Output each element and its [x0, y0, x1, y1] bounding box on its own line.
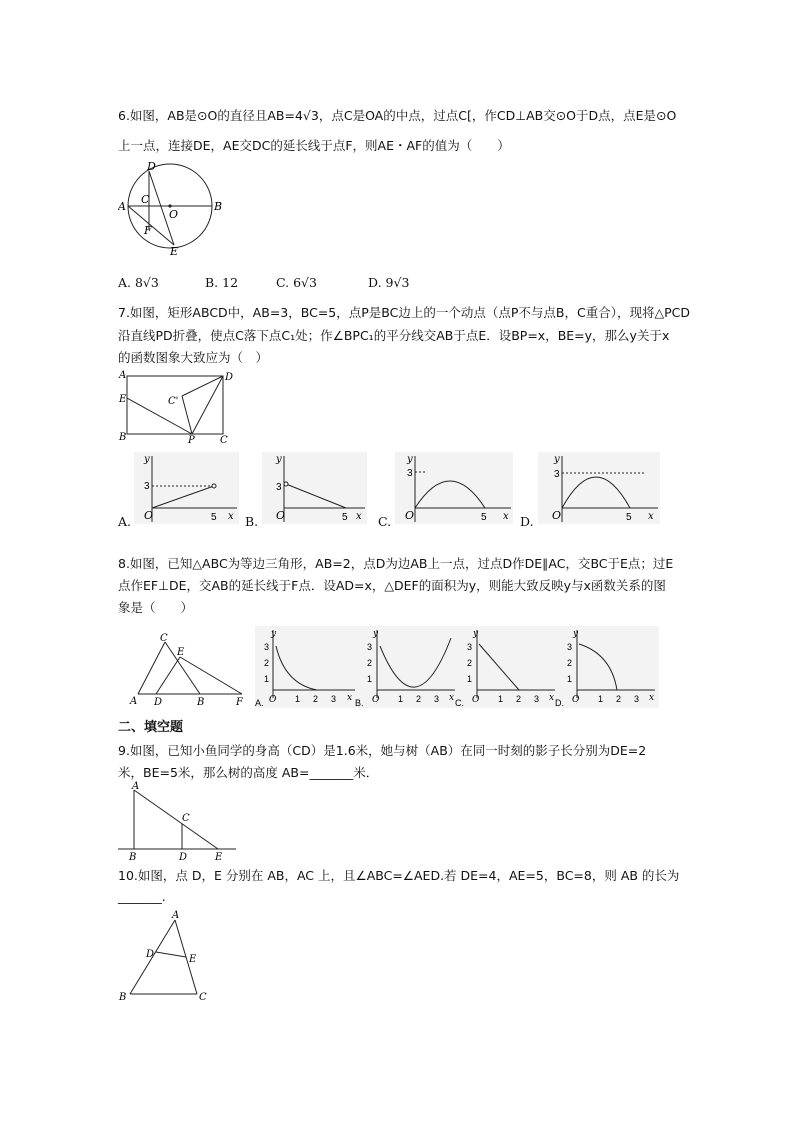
svg-text:x: x [649, 693, 655, 703]
svg-text:D: D [154, 697, 163, 708]
svg-text:C: C [141, 193, 150, 206]
svg-text:3: 3 [264, 642, 270, 652]
svg-text:E: E [215, 852, 223, 863]
q8-graph-d [555, 626, 659, 708]
q7-line-3: 的函数图象大致应为（ ） [118, 350, 269, 365]
svg-text:B.: B. [355, 698, 364, 708]
svg-text:x: x [449, 693, 455, 703]
q7-graph-a [134, 452, 239, 524]
svg-text:E: E [170, 245, 179, 258]
svg-text:2: 2 [367, 658, 373, 668]
q8-graph-b [355, 626, 459, 708]
svg-text:y: y [373, 629, 379, 639]
svg-text:O: O [372, 695, 380, 705]
svg-text:y: y [473, 629, 479, 639]
svg-text:E: E [189, 954, 197, 965]
svg-text:5: 5 [626, 512, 632, 523]
svg-text:2: 2 [567, 658, 573, 668]
svg-text:B: B [119, 992, 127, 1003]
q7-graph-c [395, 452, 513, 524]
q8-line-3: 象是（ ） [118, 600, 194, 615]
svg-text:2: 2 [416, 694, 422, 704]
svg-text:O: O [405, 509, 415, 522]
svg-text:O: O [552, 509, 562, 522]
svg-text:3: 3 [554, 469, 560, 480]
q6-option-d: D. 9√3 [368, 275, 410, 290]
svg-text:2: 2 [264, 658, 270, 668]
svg-text:x: x [648, 511, 654, 522]
q10-line-2: _______. [118, 889, 166, 904]
svg-text:C: C [220, 435, 228, 444]
q7-option-d-label: D. [520, 514, 534, 529]
svg-text:x: x [228, 511, 234, 522]
q8-line-2: 点作EF⊥DE，交AB的延长线于F点．设AD=x，△DEF的面积为y，则能大致反映y与x函数关系的图 [118, 578, 666, 593]
q9-line-1: 9.如图，已知小鱼同学的身高（CD）是1.6米，她与树（AB）在同一时刻的影子长分别为DE=2 [118, 743, 647, 758]
svg-text:C.: C. [455, 698, 464, 708]
svg-text:B: B [214, 200, 223, 213]
q7-line-1: 7.如图，矩形ABCD中，AB=3，BC=5，点P是BC边上的一个动点（点P不与点B，C重合），现将△PCD [118, 305, 690, 320]
q7-graph-d [538, 452, 660, 524]
svg-text:5: 5 [481, 512, 487, 523]
svg-text:2: 2 [516, 694, 522, 704]
svg-text:y: y [407, 454, 413, 465]
svg-text:A: A [119, 370, 127, 381]
svg-text:F: F [236, 697, 243, 708]
svg-text:D: D [146, 949, 155, 960]
q10-triangle-figure [116, 910, 216, 1006]
svg-text:A: A [130, 696, 138, 707]
q6-circle-figure [118, 158, 223, 258]
svg-text:2: 2 [467, 658, 473, 668]
q8-line-1: 8.如图，已知△ABC为等边三角形，AB=2，点D为边AB上一点，过点D作DE∥AC，交BC于E点；过E [118, 556, 674, 571]
svg-text:P: P [188, 435, 195, 444]
svg-text:1: 1 [598, 694, 604, 704]
section-heading: 二、填空题 [118, 720, 184, 735]
q8-triangle-figure [124, 630, 254, 708]
q6-line-1: 6.如图，AB是⊙O的直径且AB=4√3，点C是OA的中点，过点C[，作CD⊥AB交⊙O于D点，点E是⊙O [118, 108, 677, 123]
svg-text:1: 1 [295, 694, 301, 704]
svg-text:3: 3 [144, 481, 150, 492]
svg-text:O: O [276, 509, 286, 522]
svg-text:y: y [573, 629, 579, 639]
q7-graph-b [262, 452, 367, 524]
svg-text:1: 1 [498, 694, 504, 704]
svg-text:3: 3 [407, 468, 413, 479]
q7-option-a-label: A. [118, 514, 132, 529]
svg-text:2: 2 [313, 694, 319, 704]
svg-text:O: O [269, 695, 277, 705]
svg-text:C: C [160, 633, 168, 644]
q6-option-c: C. 6√3 [276, 275, 317, 290]
svg-text:1: 1 [467, 674, 473, 684]
svg-text:1: 1 [567, 674, 573, 684]
svg-text:x: x [549, 693, 555, 703]
svg-text:D: D [147, 160, 156, 173]
svg-text:x: x [503, 511, 509, 522]
q7-option-b-label: B. [245, 514, 259, 529]
svg-text:3: 3 [434, 694, 440, 704]
svg-text:F: F [144, 224, 152, 237]
svg-text:B: B [129, 852, 137, 863]
q9-tree-figure [118, 780, 248, 864]
svg-text:A: A [118, 200, 126, 213]
svg-text:A: A [172, 910, 180, 921]
svg-text:3: 3 [331, 694, 337, 704]
svg-text:O: O [472, 695, 480, 705]
svg-text:E: E [119, 394, 127, 405]
svg-text:2: 2 [616, 694, 622, 704]
svg-text:y: y [276, 454, 282, 465]
q8-graph-a [255, 626, 359, 708]
svg-text:1: 1 [264, 674, 270, 684]
svg-text:D: D [225, 372, 234, 383]
svg-text:5: 5 [342, 512, 348, 523]
svg-text:3: 3 [276, 482, 282, 493]
q7-rectangle-figure [116, 368, 241, 444]
svg-text:3: 3 [567, 642, 573, 652]
svg-text:x: x [347, 693, 353, 703]
svg-text:C: C [182, 813, 190, 824]
svg-text:A: A [132, 781, 140, 792]
svg-text:O: O [572, 695, 580, 705]
svg-text:O: O [144, 509, 154, 522]
svg-text:B: B [197, 697, 205, 708]
svg-text:y: y [271, 629, 277, 639]
svg-text:y: y [554, 454, 560, 465]
svg-text:1: 1 [367, 674, 373, 684]
q6-option-b: B. 12 [205, 275, 239, 290]
q7-line-2: 沿直线PD折叠，使点C落下点C₁处；作∠BPC₁的平分线交AB于点E．设BP=x，BE=y，那么y关于x [118, 328, 670, 343]
svg-text:O: O [169, 208, 179, 221]
svg-text:C': C' [168, 396, 179, 407]
q7-option-c-label: C. [378, 514, 392, 529]
q9-line-2: 米，BE=5米，那么树的高度 AB=_______米． [118, 765, 379, 780]
q10-line-1: 10.如图，点 D，E 分别在 AB，AC 上，且∠ABC=∠AED.若 DE=4，AE=5，BC=8，则 AB 的长为 [118, 868, 680, 883]
svg-text:3: 3 [634, 694, 640, 704]
svg-text:D.: D. [555, 698, 564, 708]
svg-text:E: E [177, 647, 185, 658]
svg-text:y: y [144, 454, 150, 465]
svg-text:x: x [356, 511, 362, 522]
q6-line-2: 上一点，连接DE，AE交DC的延长线于点F，则AE・AF的值为（ ） [118, 138, 510, 153]
svg-text:3: 3 [367, 642, 373, 652]
svg-text:B: B [119, 432, 127, 443]
q8-graph-c [455, 626, 559, 708]
svg-text:D: D [179, 852, 188, 863]
svg-text:5: 5 [211, 512, 217, 523]
svg-text:1: 1 [398, 694, 404, 704]
svg-text:3: 3 [467, 642, 473, 652]
svg-text:C: C [199, 992, 207, 1003]
svg-text:A.: A. [255, 698, 264, 708]
q6-option-a: A. 8√3 [118, 275, 159, 290]
svg-text:3: 3 [534, 694, 540, 704]
